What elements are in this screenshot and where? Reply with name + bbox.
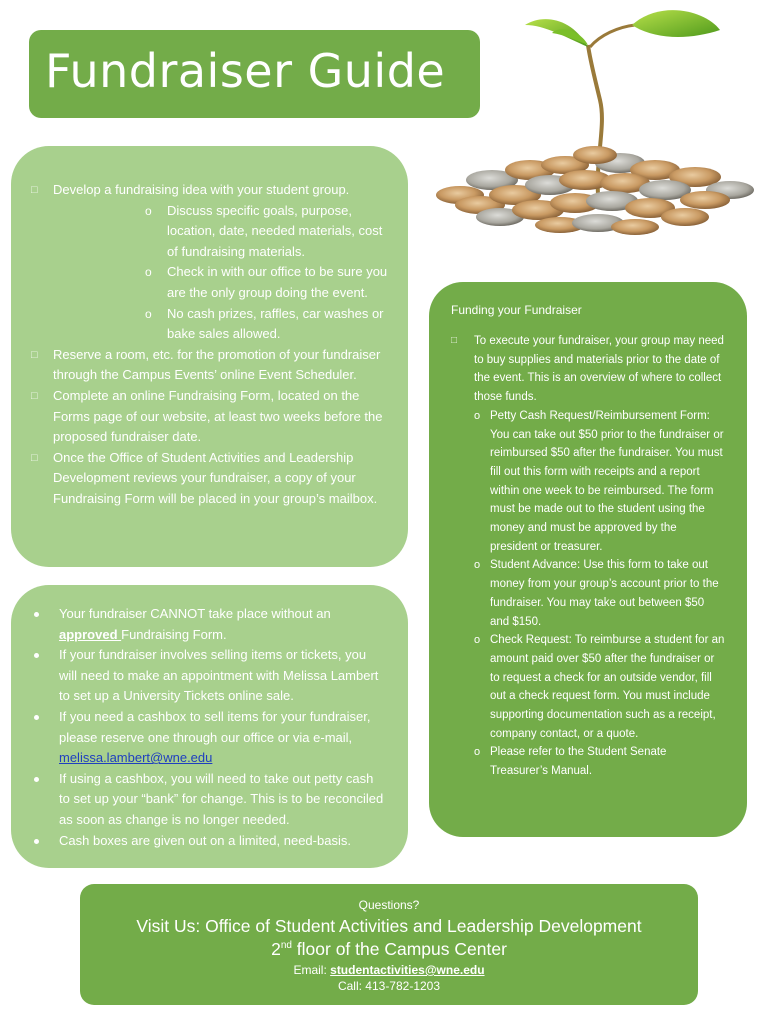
list-item: o Please refer to the Student Senate Treasurer’s Manual. [474,743,725,780]
funding-list [429,332,747,781]
list-item: o Petty Cash Request/Reimbursement Form: You can take out $50 prior to the fundraiser or reimbursed $50 after the fundraiser. You must fill out this form with receipts and a report within one week to be reimbursed. The form must be made out to the student using the money and must be approved by the president or treasurer. [474,407,725,557]
email-link-office[interactable]: studentactivities@wne.edu [330,963,485,977]
contact-banner [80,884,698,1005]
email-line: Email: studentactivities@wne.edu [293,963,485,977]
floor-line: 2nd floor of the Campus Center [271,939,507,959]
funding-heading: Funding your Fundraiser [451,303,582,317]
email-link-melissa[interactable]: melissa.lambert@wne.edu [59,750,213,766]
list-item: Cash boxes are given out on a limited, need-basis. [11,831,408,852]
list-item: o No cash prizes, raffles, car washes or bake sales allowed. [53,304,408,345]
list-item: If using a cashbox, you will need to take out petty cash to set up your “bank” for change. This is to be reconciled as soon as change is no longer needed. [11,769,408,831]
phone-line: Call: 413-782-1203 [337,979,441,993]
plant-coins-illustration [420,5,765,255]
list-item: o Check in with our office to be sure you are the only group doing the event. [53,262,408,303]
title-banner [29,30,480,118]
list-item: □ Develop a fundraising idea with your student group. o Discuss specific goals, purpose, location, date, needed materials, cost of fundraising materials. o Check in with our office to be sure you are the only group doing the event. o No cash prizes, raffles, car washes or bake sales allowed. [11,180,408,345]
list-item: □ Complete an online Fundraising Form, located on the Forms page of our website, at least two weeks before the proposed fundraiser date. [11,386,408,448]
list-item: o Check Request: To reimburse a student for an amount paid over $50 after the fundraiser or to request a check for an outside vendor, fill out a check request form. You must include supporting documentation such as a receipt, company contact, or a quote. [474,631,725,743]
list-item: Your fundraiser CANNOT take place without an approved Fundraising Form. [11,604,408,645]
notes-list [11,604,408,851]
funding-panel [429,282,747,837]
steps-list [11,180,408,510]
list-item: o Student Advance: Use this form to take out money from your group’s account prior to the fundraiser. You may take out between $50 and $150. [474,556,725,631]
list-item: □ Once the Office of Student Activities and Leadership Development reviews your fundraiser, a copy of your Fundraising Form will be placed in your group’s mailbox. [11,448,408,510]
approved-emphasis: approved [59,626,122,642]
list-item: □ To execute your fundraiser, your group may need to buy supplies and materials prior to the date of the event. This is an overview of where to collect those funds. o Petty Cash Request/Reimbursement Form: You can take out $50 prior to the fundraiser or reimbursed $50 after the fundraiser. You must fill out this form with receipts and a report within one week to be reimbursed. The form must be made out to the student using the money and must be approved by the president or treasurer. o Student Advance: Use this form to take out money from your group’s account prior to the fundraiser. You may take out between $50 and $150. o Check Request: To reimburse a student for an amount paid over $50 after the fundraiser or to request a check for an outside vendor, fill out a check request form. You must include supporting documentation such as a receipt, company contact, or a quote. o Please refer to the Student Senate Treasurer’s Manual. [429,332,747,781]
list-item: If your fundraiser involves selling items or tickets, you will need to make an appointment with Melissa Lambert to set up a University Tickets online sale. [11,645,408,707]
list-item: □ Reserve a room, etc. for the promotion of your fundraiser through the Campus Events’ online Event Scheduler. [11,345,408,386]
notes-panel [11,585,408,868]
visit-heading: Visit Us: Office of Student Activities and Leadership Development [136,916,642,936]
questions-label: Questions? [358,898,420,912]
steps-panel [11,146,408,567]
page-title: Fundraiser Guide [45,44,446,98]
list-item: o Discuss specific goals, purpose, location, date, needed materials, cost of fundraising materials. [53,201,408,263]
list-item: If you need a cashbox to sell items for your fundraiser, please reserve one through our office or via e-mail, melissa.lambert@wne.edu [11,707,408,769]
